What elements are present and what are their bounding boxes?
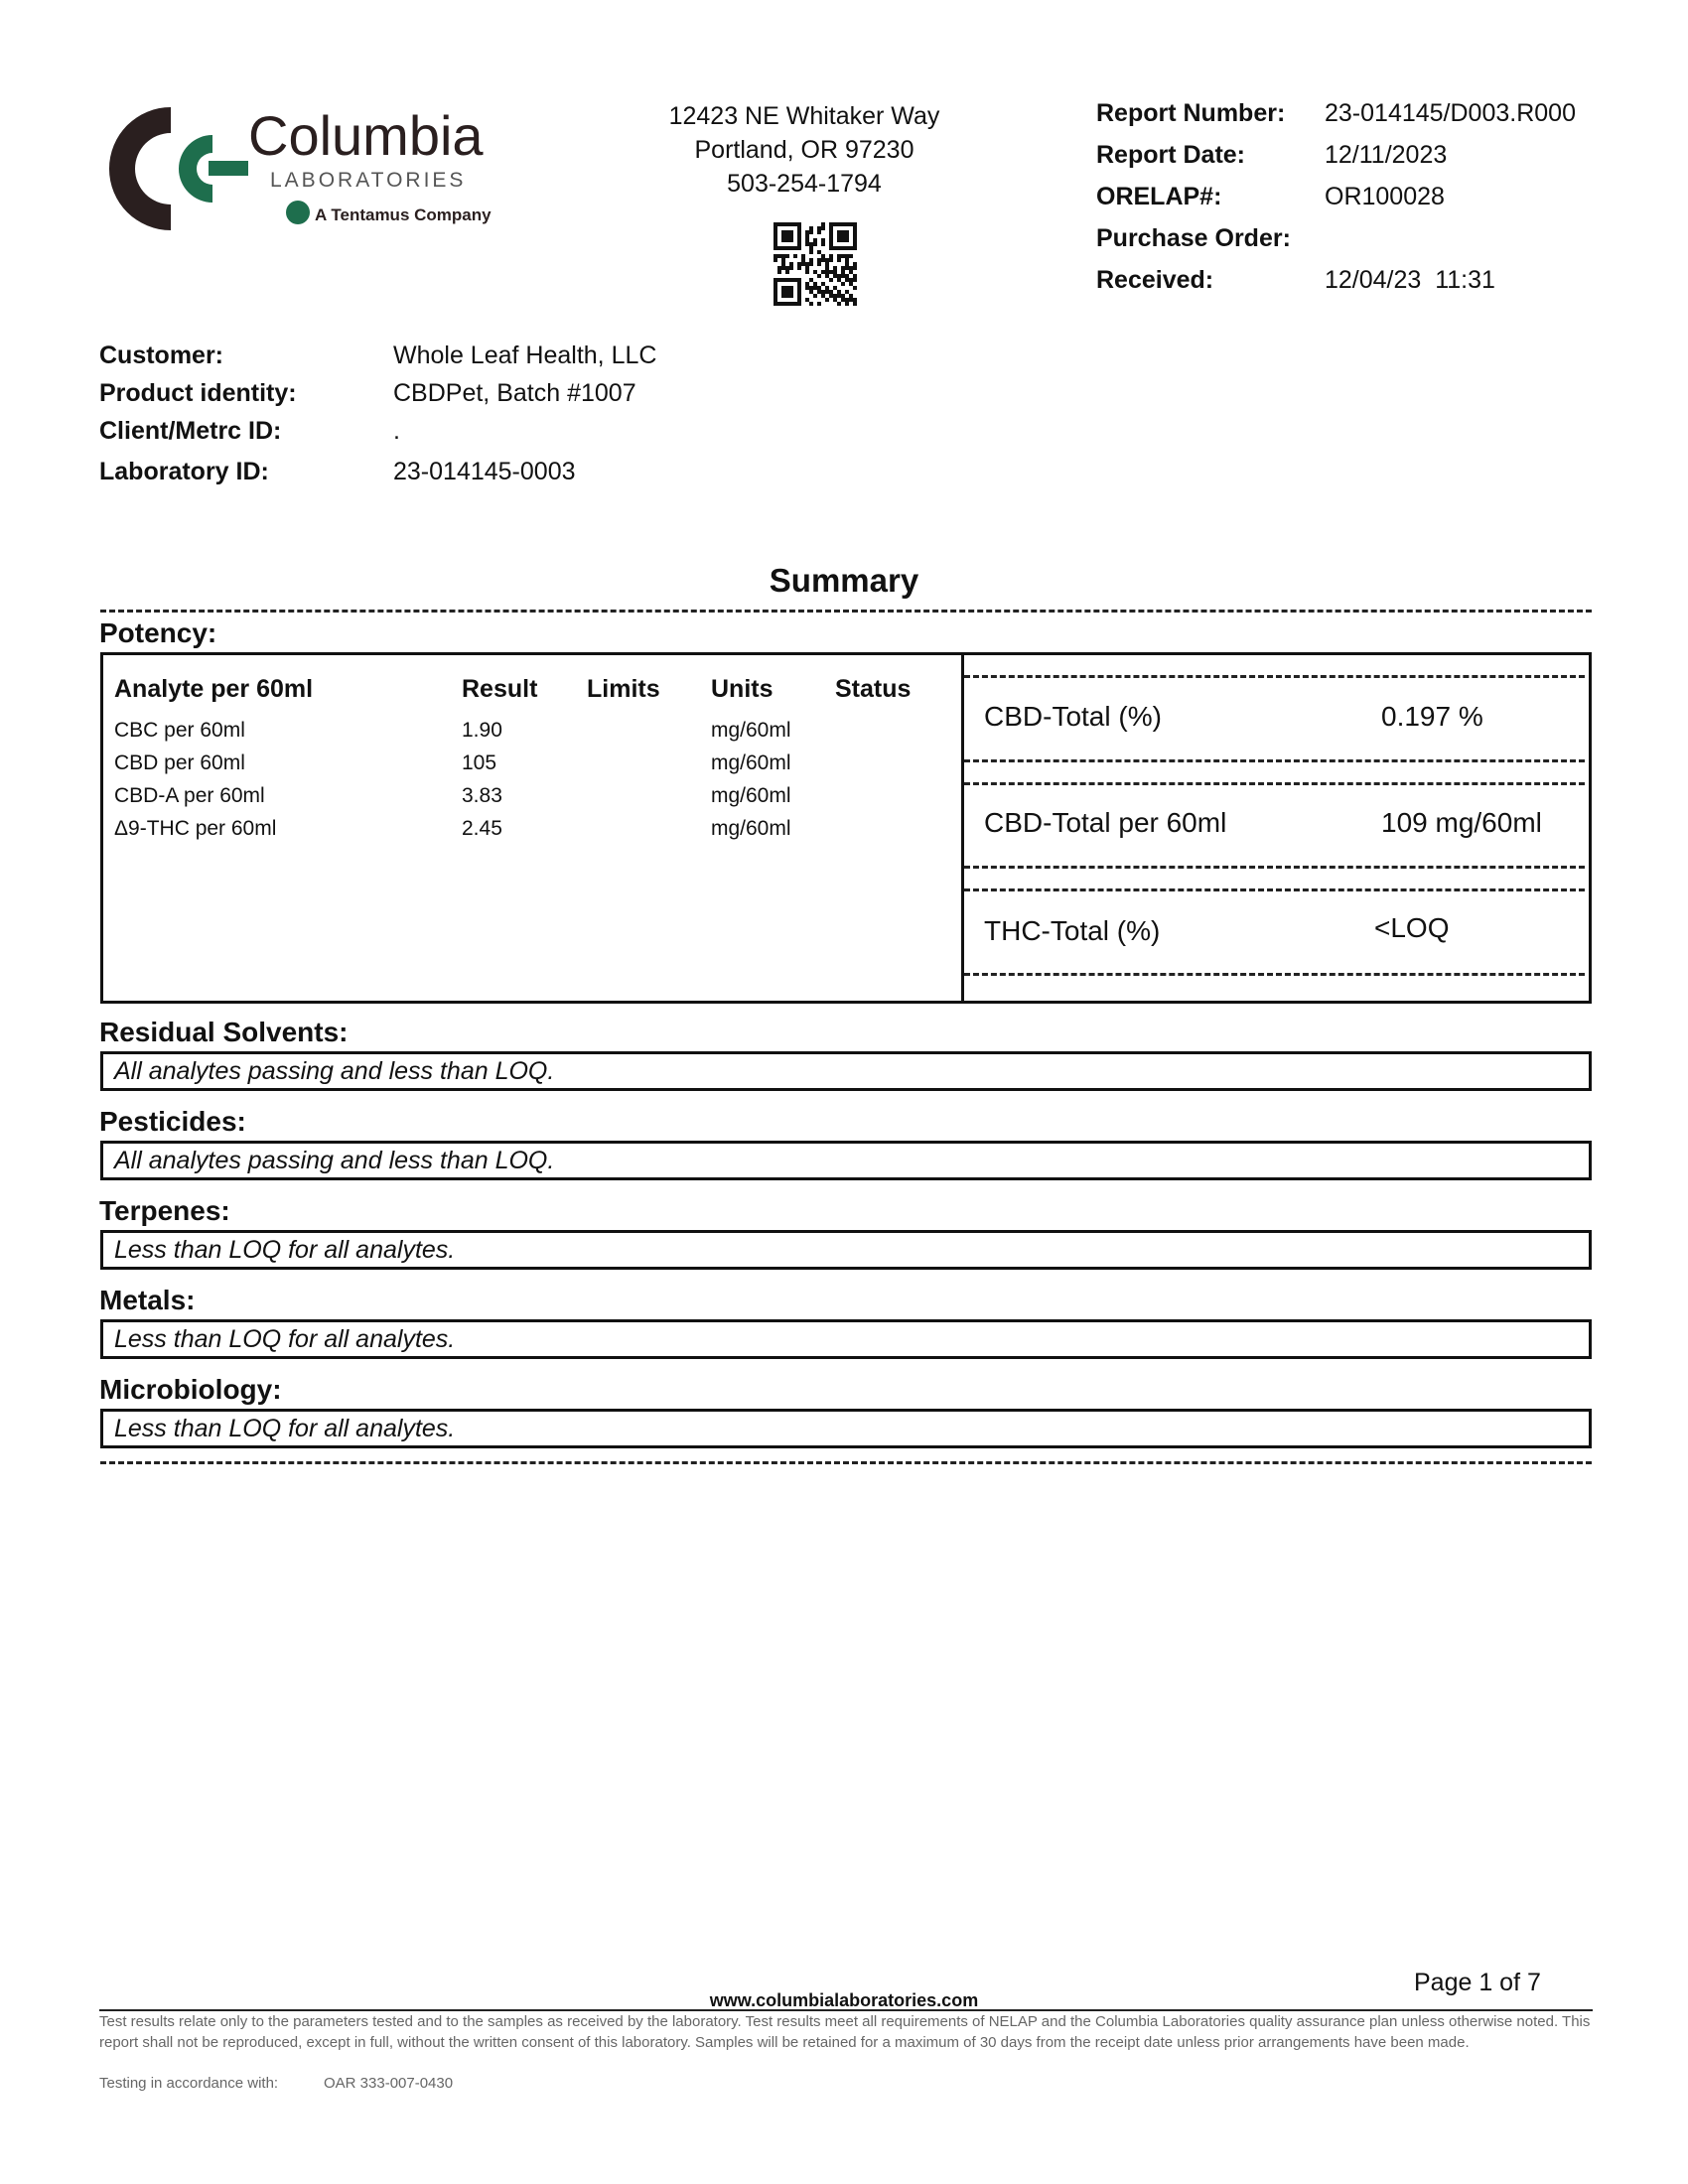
thc-total-percent xyxy=(984,912,1589,947)
customer-label: Customer: xyxy=(99,341,224,369)
pesticides-title: Pesticides: xyxy=(99,1106,246,1137)
disclaimer-text: Test results relate only to the parameters tested and to the samples as received by the laboratory. Test results meet all requirements of NELAP and the Columbia Laboratories quality assurance plan unless otherwise noted. This report shall not be reproduced, except in full, without the written consent of this laboratory. Samples will be retained for a maximum of 30 days from the receipt date unless prior arrangements have been made. xyxy=(99,2013,1591,2051)
laboratory-id-label: Laboratory ID: xyxy=(99,458,269,485)
client-metrc-label: Client/Metrc ID: xyxy=(99,417,282,445)
product-identity-row xyxy=(99,379,993,417)
col-status: Status xyxy=(835,675,912,703)
columbia-c-logo-icon xyxy=(109,107,255,230)
total-value: <LOQ xyxy=(1374,912,1450,943)
standard-value: OAR 333-007-0430 xyxy=(324,2075,454,2092)
analyte-cell: CBD per 60ml xyxy=(114,751,245,774)
orelap-row xyxy=(1096,183,1652,224)
testing-standard xyxy=(99,2075,453,2092)
potency-box xyxy=(100,652,1592,1004)
report-meta xyxy=(1096,99,1652,308)
client-metrc-value: . xyxy=(393,417,400,445)
logo-sub: LABORATORIES xyxy=(270,169,467,192)
analyte-cell: CBD-A per 60ml xyxy=(114,784,265,807)
received-label: Received: xyxy=(1096,266,1214,294)
potency-title: Potency: xyxy=(99,617,217,648)
address-line: Portland, OR 97230 xyxy=(694,136,914,164)
result-cell: 2.45 xyxy=(462,817,502,840)
orelap-label: ORELAP#: xyxy=(1096,183,1222,210)
received-row xyxy=(1096,266,1652,308)
website-link[interactable]: www.columbialaboratories.com xyxy=(709,1990,979,2010)
analyte-cell: Δ9-THC per 60ml xyxy=(114,817,277,840)
dashed-divider xyxy=(964,866,1585,869)
report-date-value: 12/11/2023 xyxy=(1325,141,1448,169)
total-value: 109 mg/60ml xyxy=(1381,807,1542,838)
received-value: 12/04/23 11:31 xyxy=(1325,266,1495,294)
result-cell: 1.90 xyxy=(462,719,502,742)
col-limits: Limits xyxy=(587,675,660,703)
address-line: 12423 NE Whitaker Way xyxy=(668,102,940,130)
laboratory-id-row xyxy=(99,458,993,495)
units-cell: mg/60ml xyxy=(711,751,791,774)
purchase-order-label: Purchase Order: xyxy=(1096,224,1291,252)
cbd-total-percent xyxy=(984,701,1589,733)
potency-table xyxy=(103,655,964,1001)
client-metrc-row xyxy=(99,417,993,455)
product-identity-label: Product identity: xyxy=(99,379,297,407)
qr-code-icon xyxy=(774,222,857,306)
dashed-divider xyxy=(964,782,1585,785)
residual-solvents-title: Residual Solvents: xyxy=(99,1017,349,1047)
terpenes-result: Less than LOQ for all analytes. xyxy=(100,1230,1592,1270)
table-row xyxy=(114,811,948,844)
total-label: THC-Total (%) xyxy=(984,915,1161,946)
result-cell: 3.83 xyxy=(462,784,502,807)
analyte-cell: CBC per 60ml xyxy=(114,719,245,742)
cbd-total-per-60ml xyxy=(984,807,1589,839)
summary-title: Summary xyxy=(769,562,919,599)
report-date-row xyxy=(1096,141,1652,183)
pesticides-result: All analytes passing and less than LOQ. xyxy=(100,1141,1592,1180)
col-analyte: Analyte per 60ml xyxy=(114,675,314,703)
result-cell: 105 xyxy=(462,751,497,774)
metals-result: Less than LOQ for all analytes. xyxy=(100,1319,1592,1359)
customer-info xyxy=(99,341,993,495)
laboratory-id-value: 23-014145-0003 xyxy=(393,458,576,485)
units-cell: mg/60ml xyxy=(711,817,791,840)
product-identity-value: CBDPet, Batch #1007 xyxy=(393,379,636,407)
lab-address xyxy=(596,99,1013,201)
report-number-row xyxy=(1096,99,1652,141)
total-label: CBD-Total per 60ml xyxy=(984,807,1227,838)
address-phone: 503-254-1794 xyxy=(727,170,882,198)
microbiology-title: Microbiology: xyxy=(99,1374,282,1405)
units-cell: mg/60ml xyxy=(711,719,791,742)
dashed-divider xyxy=(964,675,1585,678)
page-number: Page 1 of 7 xyxy=(1414,1969,1541,1996)
dashed-divider xyxy=(100,610,1592,613)
potency-totals xyxy=(964,655,1589,1001)
residual-solvents-result: All analytes passing and less than LOQ. xyxy=(100,1051,1592,1091)
metals-title: Metals: xyxy=(99,1285,196,1315)
standard-label: Testing in accordance with: xyxy=(99,2075,279,2092)
logo-tagline: A Tentamus Company xyxy=(315,205,492,224)
customer-row xyxy=(99,341,993,379)
total-label: CBD-Total (%) xyxy=(984,701,1162,732)
purchase-order-row xyxy=(1096,224,1652,266)
footer-divider xyxy=(99,2009,1593,2011)
table-row xyxy=(114,778,948,811)
terpenes-title: Terpenes: xyxy=(99,1195,230,1226)
col-result: Result xyxy=(462,675,538,703)
dashed-divider xyxy=(964,759,1585,762)
col-units: Units xyxy=(711,675,774,703)
logo-name: Columbia xyxy=(248,104,484,167)
report-date-label: Report Date: xyxy=(1096,141,1246,169)
table-row xyxy=(114,746,948,778)
report-number-value: 23-014145/D003.R000 xyxy=(1325,99,1576,127)
report-number-label: Report Number: xyxy=(1096,99,1286,127)
dashed-divider xyxy=(964,888,1585,891)
dashed-divider xyxy=(964,973,1585,976)
dashed-divider xyxy=(100,1461,1592,1464)
customer-value: Whole Leaf Health, LLC xyxy=(393,341,657,369)
microbiology-result: Less than LOQ for all analytes. xyxy=(100,1409,1592,1448)
total-value: 0.197 % xyxy=(1381,701,1483,732)
units-cell: mg/60ml xyxy=(711,784,791,807)
tentamus-leaf-icon xyxy=(286,201,310,224)
company-logo xyxy=(99,95,536,244)
table-row xyxy=(114,713,948,746)
orelap-value: OR100028 xyxy=(1325,183,1445,210)
